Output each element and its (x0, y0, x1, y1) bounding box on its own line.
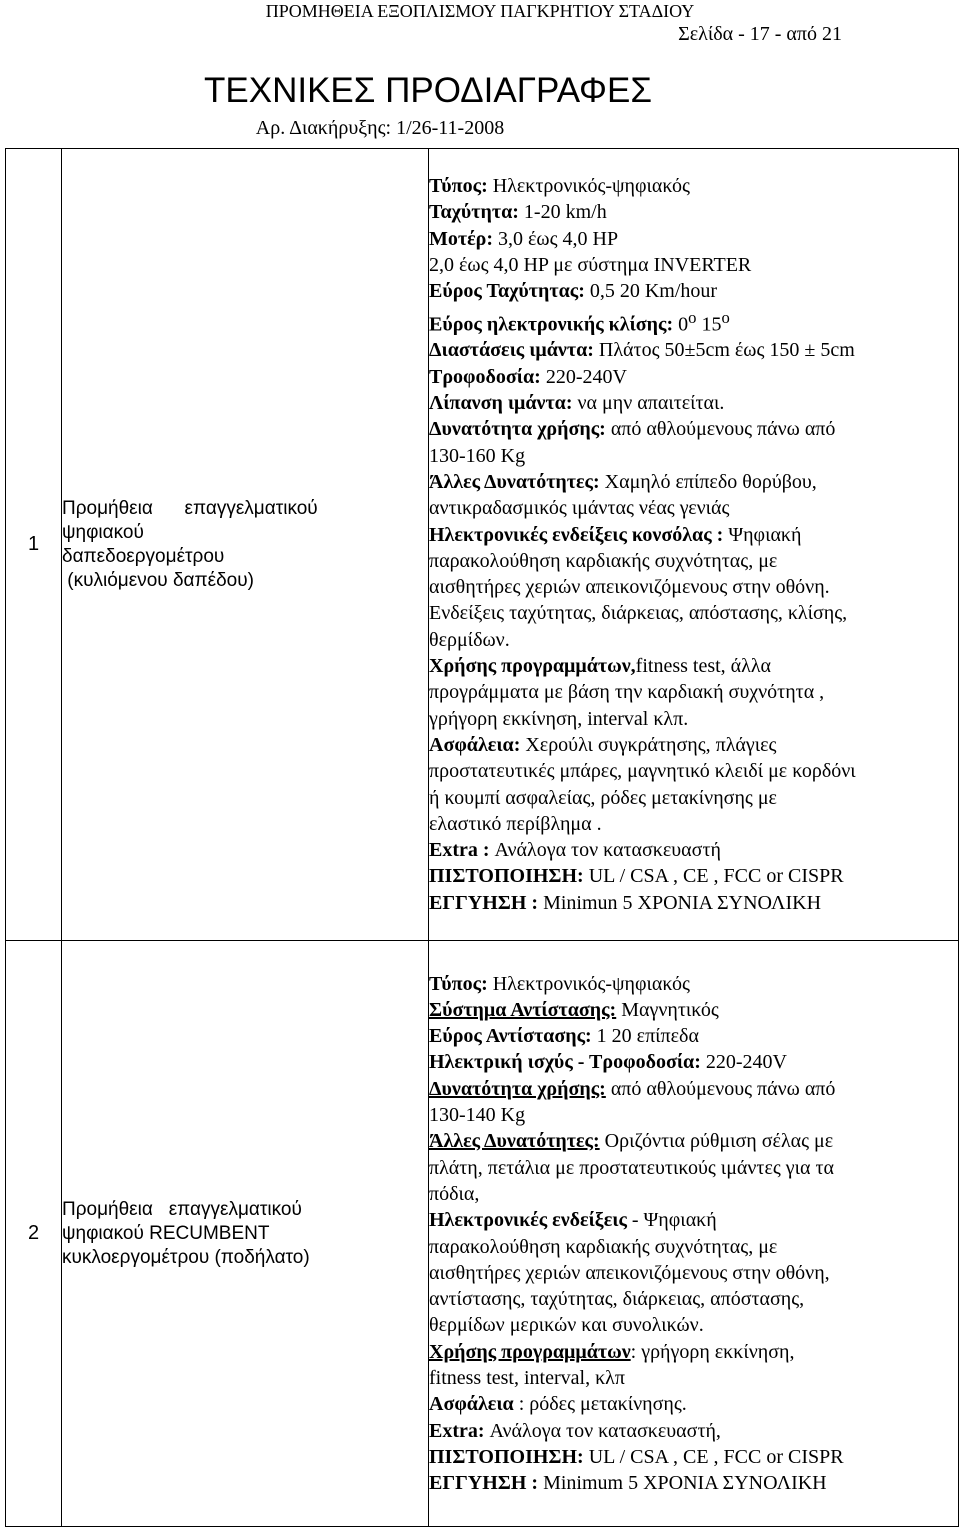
spec-value: αισθητήρες χεριών απεικονιζόμενους στην οθόνη. (429, 576, 830, 599)
spec-line (429, 226, 958, 252)
spec-line (429, 600, 958, 626)
spec-key: Άλλες Δυνατότητες: (429, 470, 600, 493)
spec-value: προστατευτικές μπάρες, μαγνητικό κλειδί με κορδόνι (429, 760, 856, 783)
spec-line (429, 971, 958, 997)
spec-key: Άλλες Δυνατότητες: (429, 1130, 600, 1153)
spec-key: ΕΓΓΥΗΣΗ : (429, 1472, 539, 1495)
spec-value: πόδια, (429, 1182, 480, 1205)
spec-key: Ηλεκτρονικές ενδείξεις (429, 1209, 627, 1232)
page-number: Σελίδα - 17 - από 21 (678, 23, 842, 45)
spec-key: Σύστημα Αντίστασης: (429, 998, 617, 1021)
spec-key: ΕΓΓΥΗΣΗ : (429, 891, 539, 914)
spec-value: Χαμηλό επίπεδο θορύβου, (599, 470, 817, 493)
item-name-line: ψηφιακού (62, 521, 144, 543)
spec-value: Μαγνητικός (616, 998, 719, 1021)
spec-value: πλάτη, πετάλια με προστατευτικούς ιμάντες για τα (429, 1156, 834, 1179)
spec-key: Εύρος ηλεκτρονικής κλίσης: (429, 313, 674, 336)
spec-key: Τύπος: (429, 175, 488, 198)
spec-line (429, 1418, 958, 1444)
spec-key: Χρήσης προγραμμάτων (429, 1340, 631, 1363)
spec-line (429, 390, 958, 416)
spec-value: Ανάλογα τον κατασκευαστή, (484, 1419, 721, 1442)
spec-line (429, 837, 958, 863)
document-title-text: ΤΕΧΝΙΚΕΣ ΠΡΟΔΙΑΓΡΑΦΕΣ (204, 71, 652, 110)
spec-line (429, 1234, 958, 1260)
spec-value: 15 (696, 313, 722, 336)
spec-value: Ψηφιακή (723, 523, 802, 546)
item-number: 1 (6, 149, 62, 941)
spec-key: Δυνατότητα χρήσης: (429, 418, 606, 441)
spec-value: Ηλεκτρονικός-ψηφιακός (487, 972, 690, 995)
spec-key: Extra: (429, 1419, 485, 1442)
spec-line (429, 1102, 958, 1128)
spec-line (429, 1312, 958, 1338)
spec-value: Minimum 5 ΧΡΟΝΙΑ ΣΥΝΟΛΙΚΗ (538, 1472, 827, 1495)
proclamation-text: Αρ. Διακήρυξης: 1/26-11-2008 (255, 117, 505, 139)
spec-value: ελαστικό περίβλημα . (429, 812, 602, 835)
spec-value: θερμίδων μερικών και συνολικών. (429, 1314, 704, 1337)
spec-value: παρακολούθηση καρδιακής συχνότητας, με (429, 549, 778, 572)
spec-line (429, 1365, 958, 1391)
spec-value: Ηλεκτρονικός-ψηφιακός (487, 175, 690, 198)
spec-line (429, 811, 958, 837)
spec-line (429, 278, 958, 304)
spec-value: 3,0 έως 4,0 HP (493, 227, 619, 250)
spec-line (429, 758, 958, 784)
spec-value: από αθλούμενους πάνω από (605, 418, 836, 441)
proclamation-number (0, 116, 960, 140)
document-title (0, 70, 960, 112)
spec-value: 1 20 επίπεδα (591, 1025, 699, 1048)
spec-value: : γρήγορη εκκίνηση, (630, 1340, 795, 1363)
spec-line (429, 522, 958, 548)
item-description (62, 149, 429, 941)
spec-line (429, 337, 958, 363)
spec-line (429, 1339, 958, 1365)
spec-line (429, 1023, 958, 1049)
spec-value: 0 (673, 313, 689, 336)
spec-value: θερμίδων. (429, 628, 510, 651)
item-name-line: Προμήθεια επαγγελματικού (62, 497, 318, 519)
spec-value: Ενδείξεις ταχύτητας, διάρκειας, απόστασης, κλίσης, (429, 602, 848, 625)
spec-line (429, 997, 958, 1023)
spec-value: UL / CSA , CE , FCC or CISPR (583, 1445, 844, 1468)
spec-key: Δυνατότητα χρήσης: (429, 1077, 606, 1100)
spec-line (429, 1155, 958, 1181)
spec-value: γρήγορη εκκίνηση, interval κλπ. (429, 707, 689, 730)
degree-superscript: ο (721, 307, 730, 327)
item-number: 2 (6, 941, 62, 1527)
spec-line (429, 574, 958, 600)
spec-line (429, 443, 958, 469)
spec-line (429, 416, 958, 442)
spec-line (429, 1207, 958, 1233)
spec-value: παρακολούθηση καρδιακής συχνότητας, με (429, 1235, 778, 1258)
spec-value: να μην απαιτείται. (572, 392, 725, 415)
spec-key: Extra : (429, 839, 490, 862)
spec-value: αντικραδασμικός ιμάντας νέας γενιάς (429, 497, 730, 520)
spec-value: : ρόδες μετακίνησης. (513, 1393, 687, 1416)
spec-line (429, 706, 958, 732)
spec-value: 0,5 20 Km/hour (584, 280, 718, 303)
spec-line (429, 173, 958, 199)
spec-key: Λίπανση ιμάντα: (429, 392, 573, 415)
spec-value: αντίστασης, ταχύτητας, διάρκειας, απόστασης, (429, 1288, 805, 1311)
spec-key: Μοτέρ: (429, 227, 494, 250)
spec-line (429, 548, 958, 574)
spec-key: Εύρος Αντίστασης: (429, 1025, 592, 1048)
spec-value: 220-240V (700, 1051, 787, 1074)
specifications-table (5, 148, 959, 1527)
spec-value: από αθλούμενους πάνω από (605, 1077, 836, 1100)
spec-key: Τροφοδοσία: (429, 365, 541, 388)
spec-value: fitness test, interval, κλπ (429, 1366, 625, 1389)
spec-value: UL / CSA , CE , FCC or CISPR (583, 865, 844, 888)
spec-line (429, 1128, 958, 1154)
table-row (6, 149, 959, 941)
spec-line (429, 199, 958, 225)
spec-line (429, 890, 958, 916)
spec-key: Διαστάσεις ιμάντα: (429, 339, 594, 362)
item-name-line: (κυλιόμενου δαπέδου) (62, 569, 254, 591)
spec-line (429, 1260, 958, 1286)
spec-line (429, 1444, 958, 1470)
spec-value: 220-240V (540, 365, 627, 388)
spec-line (429, 364, 958, 390)
spec-line (429, 863, 958, 889)
spec-line (429, 1286, 958, 1312)
spec-value: fitness test, άλλα (635, 655, 772, 678)
item-name-line: δαπεδοεργομέτρου (62, 545, 225, 567)
table-row (6, 941, 959, 1527)
item-name-line: κυκλοεργομέτρου (ποδήλατο) (62, 1246, 310, 1268)
spec-value: 1-20 km/h (518, 201, 607, 224)
degree-superscript: ο (688, 307, 697, 327)
spec-line (429, 252, 958, 278)
spec-line (429, 1049, 958, 1075)
item-name-line: Προμήθεια επαγγελματικού (62, 1198, 302, 1220)
item-name-line: ψηφιακού RECUMBENT (62, 1222, 270, 1244)
spec-line (429, 305, 958, 338)
spec-key: Εύρος Ταχύτητας: (429, 280, 585, 303)
spec-key: Χρήσης προγραμμάτων, (429, 655, 636, 678)
spec-value: 130-140 Kg (429, 1104, 526, 1127)
spec-value: - Ψηφιακή (626, 1209, 717, 1232)
spec-key: Τύπος: (429, 972, 488, 995)
spec-key: Ηλεκτρονικές ενδείξεις κονσόλας : (429, 523, 724, 546)
spec-value: ή κουμπί ασφαλείας, ρόδες μετακίνησης με (429, 786, 777, 809)
spec-line (429, 1076, 958, 1102)
item-specifications (429, 149, 959, 941)
spec-value: 130-160 Kg (429, 444, 526, 467)
spec-key: ΠΙΣΤΟΠΟΙΗΣΗ: (429, 865, 584, 888)
spec-value: Ανάλογα τον κατασκευαστή (489, 839, 721, 862)
spec-key: ΠΙΣΤΟΠΟΙΗΣΗ: (429, 1445, 584, 1468)
spec-key: Ασφάλεια (429, 1393, 514, 1416)
spec-line (429, 495, 958, 521)
spec-value: Χερούλι συγκράτησης, πλάγιες (520, 733, 777, 756)
spec-key: Ταχύτητα: (429, 201, 519, 224)
spec-value: 2,0 έως 4,0 HP με σύστημα INVERTER (429, 253, 752, 276)
item-description (62, 941, 429, 1527)
spec-key: Ασφάλεια: (429, 733, 521, 756)
spec-line (429, 732, 958, 758)
item-specifications (429, 941, 959, 1527)
spec-value: προγράμματα με βάση την καρδιακή συχνότητα , (429, 681, 825, 704)
spec-line (429, 627, 958, 653)
document-header: ΠΡΟΜΗΘΕΙΑ ΕΞΟΠΛΙΣΜΟΥ ΠΑΓΚΡΗΤΙΟΥ ΣΤΑΔΙΟΥ (265, 1, 695, 21)
spec-line (429, 785, 958, 811)
spec-line (429, 679, 958, 705)
spec-value: Minimun 5 ΧΡΟΝΙΑ ΣΥΝΟΛΙΚΗ (538, 891, 822, 914)
spec-value: αισθητήρες χεριών απεικονιζόμενους στην οθόνη, (429, 1261, 830, 1284)
spec-line (429, 653, 958, 679)
spec-line (429, 1470, 958, 1496)
spec-value: Πλάτος 50±5cm έως 150 ± 5cm (593, 339, 855, 362)
spec-key: Ηλεκτρική ισχύς - Τροφοδοσία: (429, 1051, 701, 1074)
spec-line (429, 1391, 958, 1417)
spec-line (429, 469, 958, 495)
spec-value: Οριζόντια ρύθμιση σέλας με (599, 1130, 834, 1153)
spec-line (429, 1181, 958, 1207)
